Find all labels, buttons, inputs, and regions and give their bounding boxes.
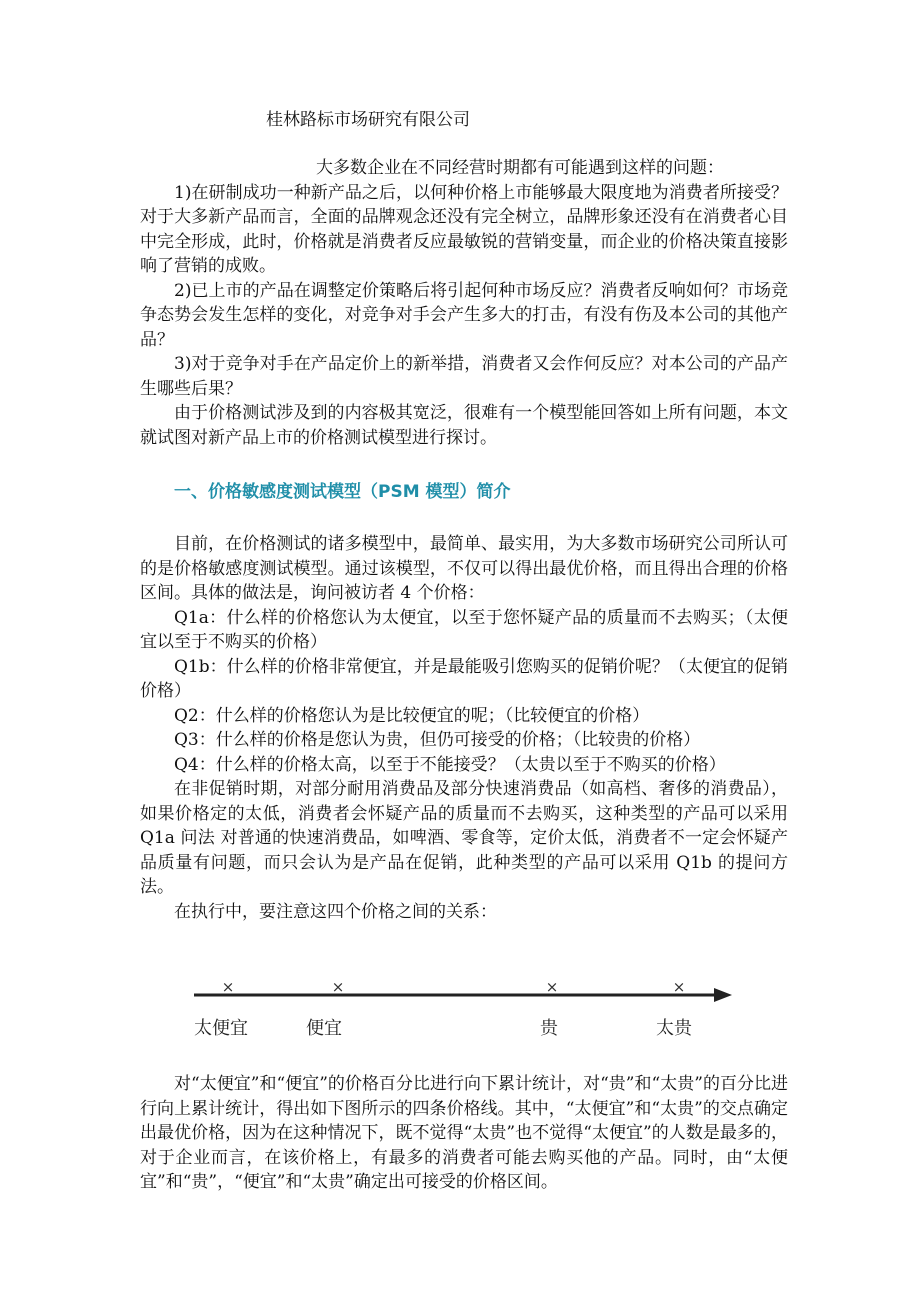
- body-paragraph-intro: 目前，在价格测试的诸多模型中，最简单、最实用，为大多数市场研究公司所认可的是价格敏感度测试模型。通过该模型，不仅可以得出最优价格，而且得出合理的价格区间。具体的做法是，询问被访者 4 个价格：: [140, 534, 788, 603]
- body-paragraph-usage: 在非促销时期，对部分耐用消费品及部分快速消费品（如高档、奢侈的消费品），如果价格定的太低，消费者会怀疑产品的质量而不去购买，这种类型的产品可以采用 Q1a 问法 对普通的快速消费品，如啤酒、零食等，定价太低，消费者不一定会怀疑产品质量有问题，而只会认为是产品在促销，此种类型的产品可以采用 Q1b 的提问方法。: [140, 779, 788, 897]
- tick-cheap: ×: [331, 978, 345, 996]
- price-axis-arrowhead: [714, 988, 732, 1002]
- summary-paragraph: 由于价格测试涉及到的内容极其宽泛，很难有一个模型能回答如上所有问题，本文就试图对新产品上市的价格测试模型进行探讨。: [140, 403, 788, 448]
- question-q4: Q4：什么样的价格太高，以至于不能接受？（太贵以至于不购买的价格）: [174, 754, 726, 775]
- section-heading: 一、价格敏感度测试模型（PSM 模型）简介: [174, 482, 511, 502]
- price-order-diagram: [140, 936, 788, 1046]
- label-too-expensive: 太贵: [656, 1018, 692, 1039]
- label-expensive: 贵: [540, 1018, 558, 1039]
- question-3: 3)对于竞争对手在产品定价上的新举措，消费者又会作何反应？对本公司的产品产生哪些后果？: [140, 354, 788, 399]
- label-too-cheap: 太便宜: [194, 1018, 248, 1039]
- question-q1a: Q1a：什么样的价格您认为太便宜，以至于您怀疑产品的质量而不去购买；（太便宜以至于不购买的价格）: [140, 607, 788, 652]
- question-2: 2)已上市的产品在调整定价策略后将引起何种市场反应？消费者反响如何？市场竞争态势会发生怎样的变化，对竞争对手会产生多大的打击，有没有伤及本公司的其他产品？: [140, 280, 788, 350]
- tick-too-cheap: ×: [221, 978, 235, 996]
- closing-paragraph: 对“太便宜”和“便宜”的价格百分比进行向下累计统计，对“贵”和“太贵”的百分比进行向上累计统计，得出如下图所示的四条价格线。其中，“太便宜”和“太贵”的交点确定出最优价格，因为在这种情况下，既不觉得“太贵”也不觉得“太便宜”的人数是最多的，对于企业而言，在该价格上，有最多的消费者可能去购买他的产品。同时，由“太便宜”和“贵”，“便宜”和“太贵”确定出可接受的价格区间。: [140, 1074, 788, 1192]
- company-name: 桂林路标市场研究有限公司: [266, 110, 470, 130]
- question-q2: Q2：什么样的价格您认为是比较便宜的呢；（比较便宜的价格）: [174, 705, 650, 726]
- tick-too-expensive: ×: [672, 978, 686, 996]
- question-1: 1)在研制成功一种新产品之后，以何种价格上市能够最大限度地为消费者所接受？对于大多新产品而言，全面的品牌观念还没有完全树立，品牌形象还没有在消费者心目中完全形成，此时，价格就是消费者反应最敏锐的营销变量，而企业的价格决策直接影响了营销的成败。: [140, 182, 788, 276]
- tick-expensive: ×: [545, 978, 559, 996]
- question-q1b: Q1b：什么样的价格非常便宜，并是最能吸引您购买的促销价呢？（太便宜的促销价格）: [140, 656, 788, 701]
- label-cheap: 便宜: [306, 1018, 342, 1039]
- body-paragraph-relation: 在执行中，要注意这四个价格之间的关系：: [174, 901, 497, 922]
- document-page: [140, 108, 788, 1195]
- intro-paragraph: 大多数企业在不同经营时期都有可能遇到这样的问题：: [316, 158, 724, 178]
- question-q3: Q3：什么样的价格是您认为贵，但仍可接受的价格；（比较贵的价格）: [174, 730, 701, 750]
